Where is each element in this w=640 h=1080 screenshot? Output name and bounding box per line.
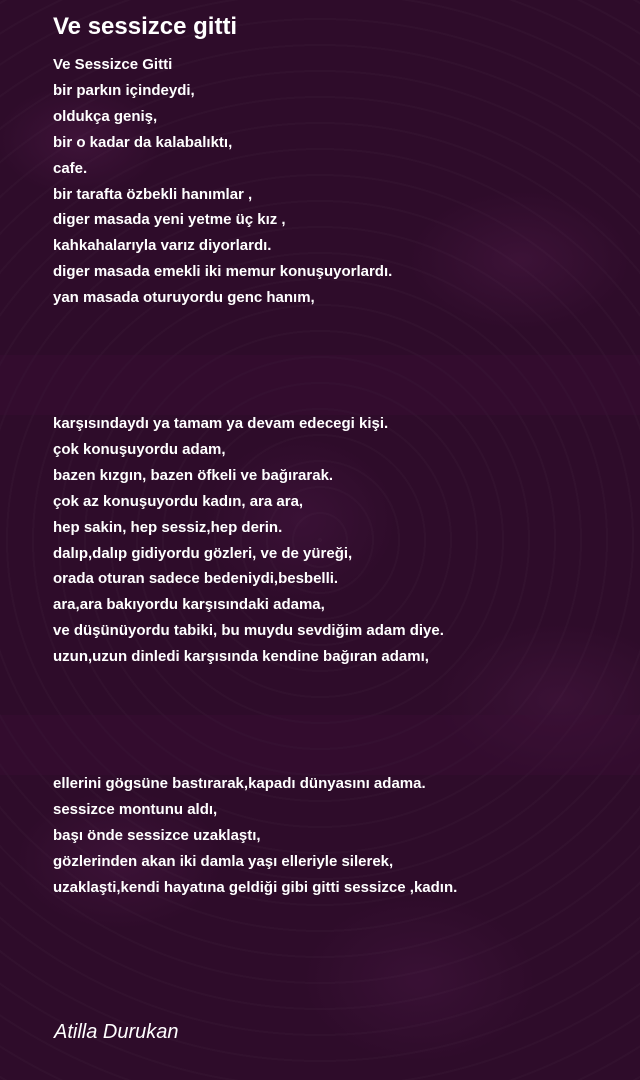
poem-line: cafe. (53, 159, 88, 177)
poem-line: başı önde sessizce uzaklaştı, (53, 826, 261, 844)
background-band-1 (0, 355, 640, 415)
page-title: Ve sessizce gitti (53, 13, 238, 40)
poem-line: diger masada yeni yetme üç kız , (53, 211, 286, 229)
poem-line: uzun,uzun dinledi karşısında kendine bağıran adamı, (53, 648, 429, 666)
poem-line: karşısındaydı ya tamam ya devam edecegi kişi. (53, 415, 389, 432)
poem-stanza-3 (53, 771, 613, 901)
poem-line: ellerini gögsüne bastırarak,kapadı dünyasını adama. (53, 775, 426, 792)
poem-line: bir parkın içindeydi, (53, 81, 195, 99)
poem-stanza-2 (53, 411, 613, 670)
background-band-2 (0, 715, 640, 775)
poem-line: orada oturan sadece bedeniydi,besbelli. (53, 570, 339, 588)
poem-line: ve düşünüyordu tabiki, bu muydu sevdiğim adam diye. (53, 622, 444, 640)
author-name: Atilla Durukan (54, 1021, 179, 1043)
poem-line: diger masada emekli iki memur konuşuyorlardı. (53, 263, 393, 281)
poem-line: kahkahalarıyla varız diyorlardı. (53, 237, 272, 255)
poem-line: sessizce montunu aldı, (53, 800, 218, 818)
poem-line: oldukça geniş, (53, 107, 158, 125)
poem-line: bazen kızgın, bazen öfkeli ve bağırarak. (53, 466, 334, 484)
poem-line: uzaklaşti,kendi hayatına geldiği gibi gitti sessizce ,kadın. (53, 878, 458, 896)
poem-line: ara,ara bakıyordu karşısındaki adama, (53, 596, 325, 614)
poem-line: dalıp,dalıp gidiyordu gözleri, ve de yüreği, (53, 544, 353, 562)
poem-line: gözlerinden akan iki damla yaşı elleriyle silerek, (53, 852, 394, 870)
poem-line: yan masada oturuyordu genc hanım, (53, 289, 315, 307)
poem-stanza-1 (53, 52, 613, 311)
poem-line: Ve Sessizce Gitti (53, 56, 173, 73)
poem-line: çok konuşuyordu adam, (53, 440, 226, 458)
poem-line: hep sakin, hep sessiz,hep derin. (53, 518, 283, 536)
poem-line: çok az konuşuyordu kadın, ara ara, (53, 492, 304, 510)
poem-line: bir tarafta özbekli hanımlar , (53, 185, 253, 203)
poem-line: bir o kadar da kalabalıktı, (53, 133, 233, 151)
